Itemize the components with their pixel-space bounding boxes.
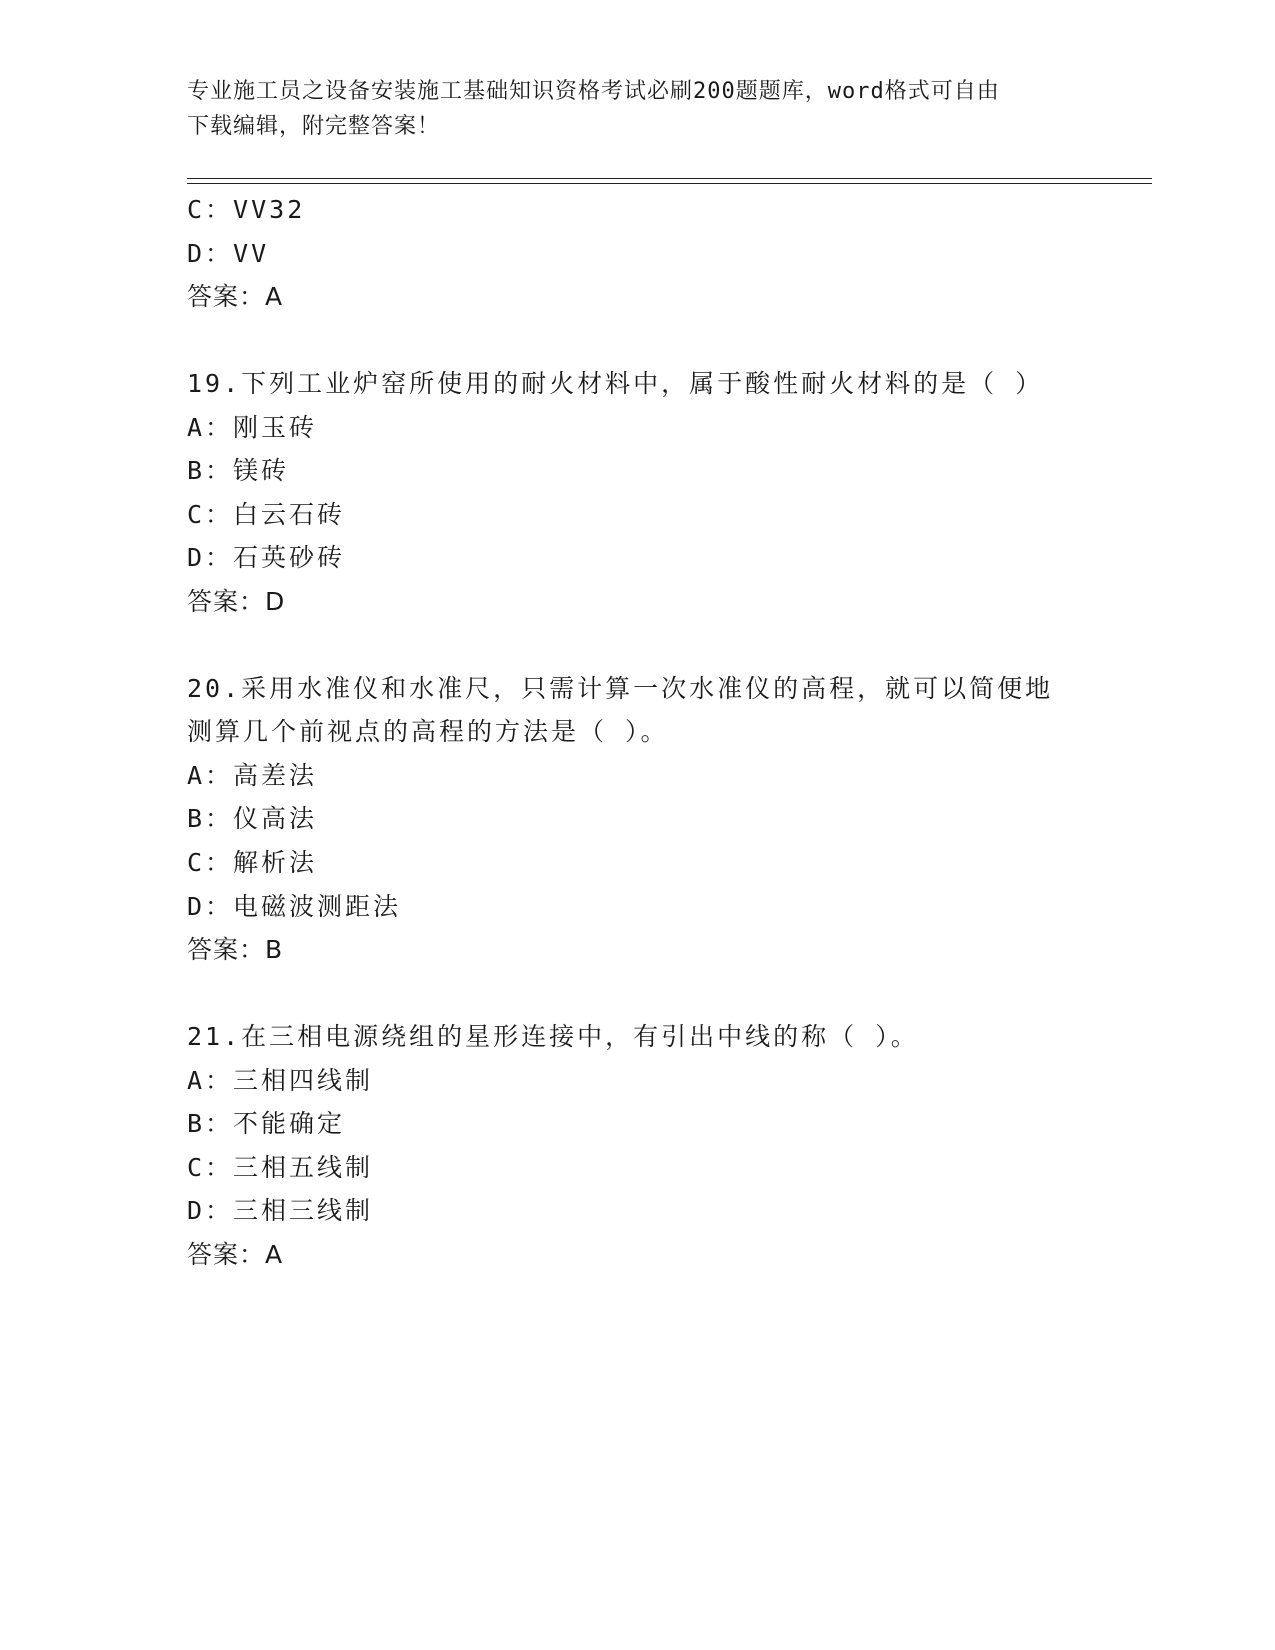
header-line-1: 专业施工员之设备安装施工基础知识资格考试必刷200题题库，word格式可自由 [187,79,1000,104]
q21-question: 21.在三相电源绕组的星形连接中，有引出中线的称（ ）。 [187,1022,919,1051]
q19-option-b: B：镁砖 [187,456,290,485]
q19-answer: 答案：D [187,587,286,616]
document-header [187,74,1087,144]
q21-option-b: B：不能确定 [187,1109,346,1138]
q20-option-a: A：高差法 [187,761,318,790]
header-divider-bottom [187,183,1152,184]
q18-option-d: D：VV [187,239,270,268]
q19-option-c: C：白云石砖 [187,500,346,529]
q21-option-c: C：三相五线制 [187,1153,374,1182]
q20-option-b: B：仪高法 [187,804,318,833]
q20-option-d: D：电磁波测距法 [187,892,402,921]
q20-answer: 答案：B [187,935,284,964]
header-divider-top [187,178,1152,179]
q18-option-c: C：VV32 [187,195,306,224]
q19-option-d: D：石英砂砖 [187,543,346,572]
q21-answer: 答案：A [187,1240,284,1269]
q21-option-d: D：三相三线制 [187,1196,374,1225]
q21-option-a: A：三相四线制 [187,1066,374,1095]
q20-question-line-1: 20.采用水准仪和水准尺，只需计算一次水准仪的高程，就可以简便地 [187,674,1054,703]
q19-question: 19.下列工业炉窑所使用的耐火材料中，属于酸性耐火材料的是（ ） [187,369,1044,398]
q18-answer: 答案：A [187,282,284,311]
header-line-2: 下载编辑，附完整答案！ [187,114,441,139]
q20-question-line-2: 测算几个前视点的高程的方法是（ ）。 [187,717,669,746]
q20-option-c: C：解析法 [187,848,318,877]
q19-option-a: A：刚玉砖 [187,413,318,442]
